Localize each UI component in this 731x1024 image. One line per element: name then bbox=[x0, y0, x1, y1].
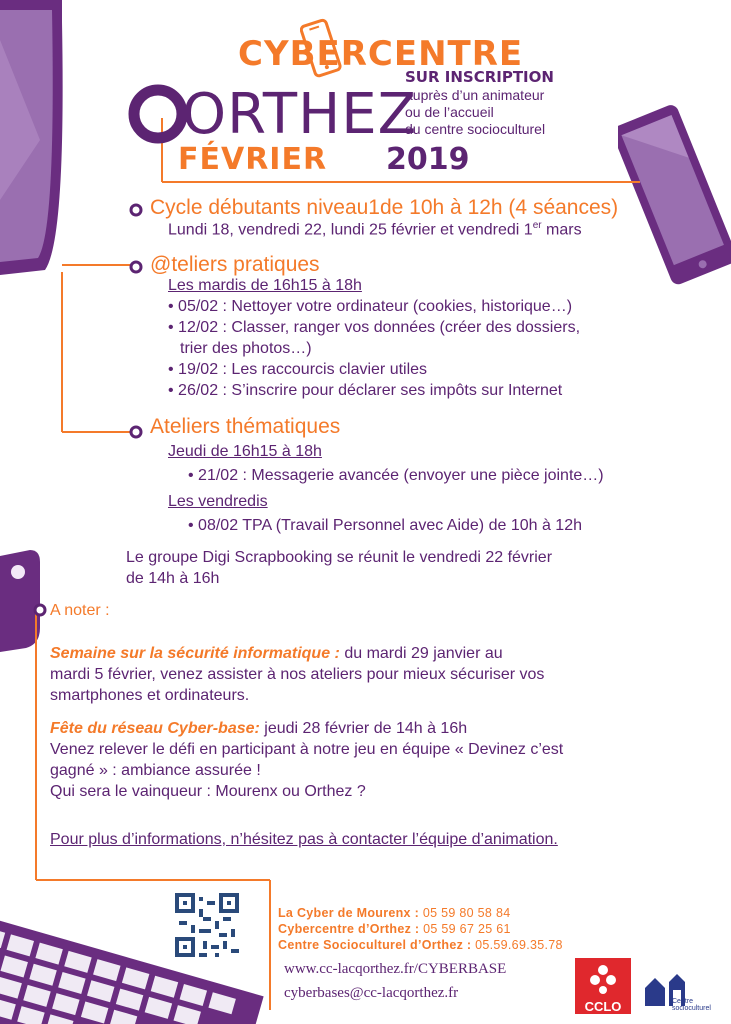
scrapbooking-text: de 14h à 16h bbox=[126, 570, 220, 587]
pratiques-schedule: Les mardis de 16h15 à 18h bbox=[168, 277, 362, 294]
year-title: 2019 bbox=[386, 142, 470, 177]
list-item: • 12/02 : Classer, ranger vos données (créer des dossiers, bbox=[168, 319, 581, 336]
cclo-side-label: Communauté de communes bbox=[571, 921, 577, 984]
notes-heading: A noter : bbox=[50, 602, 110, 619]
list-item: • 05/02 : Nettoyer votre ordinateur (cookies, historique…) bbox=[168, 298, 573, 315]
website-link[interactable]: www.cc-lacqorthez.fr/CYBERBASE bbox=[284, 961, 507, 977]
list-item: • 19/02 : Les raccourcis clavier utiles bbox=[168, 361, 428, 378]
list-item: • 21/02 : Messagerie avancée (envoyer une pièce jointe…) bbox=[188, 467, 604, 484]
inscription-line: du centre socioculturel bbox=[405, 121, 546, 137]
securite-line: smartphones et ordinateurs. bbox=[50, 687, 250, 704]
securite-line: mardi 5 février, venez assister à nos ateliers pour mieux sécuriser vos bbox=[50, 666, 545, 683]
qr-code-image bbox=[175, 893, 239, 957]
list-item: • 08/02 TPA (Travail Personnel avec Aide) de 10h à 12h bbox=[188, 517, 582, 534]
contact-mourenx: La Cyber de Mourenx : 05 59 80 58 84 bbox=[278, 906, 511, 920]
city-title: ORTHEZ bbox=[182, 82, 417, 147]
thematiques-title: Ateliers thématiques bbox=[150, 415, 341, 438]
orthez-o-logo bbox=[126, 82, 190, 146]
inscription-line: auprès d’un animateur bbox=[405, 87, 545, 103]
cybercentre-title: CYBERCENTRE bbox=[238, 34, 524, 74]
fete-line: Fête du réseau Cyber-base: jeudi 28 février de 14h à 16h bbox=[50, 720, 468, 737]
list-item: • 26/02 : S’inscrire pour déclarer ses impôts sur Internet bbox=[168, 382, 563, 399]
cclo-dots-icon bbox=[575, 958, 631, 998]
email-link[interactable]: cyberbases@cc-lacqorthez.fr bbox=[284, 985, 459, 1001]
thematiques-schedule: Les vendredis bbox=[168, 493, 268, 510]
inscription-title: SUR INSCRIPTION bbox=[405, 68, 554, 86]
info-link[interactable]: Pour plus d’informations, n’hésitez pas à contacter l’équipe d’animation. bbox=[50, 831, 558, 848]
inscription-line: ou de l’accueil bbox=[405, 104, 494, 120]
pratiques-title: @teliers pratiques bbox=[150, 253, 320, 276]
cclo-logo bbox=[571, 921, 631, 1014]
contact-centre: Centre Socioculturel d’Orthez : 05.59.69.35.78 bbox=[278, 938, 563, 952]
fete-line: Qui sera le vainqueur : Mourenx ou Orthez ? bbox=[50, 783, 366, 800]
securite-line: Semaine sur la sécurité informatique : du mardi 29 janvier au bbox=[50, 645, 503, 662]
fete-line: Venez relever le défi en participant à notre jeu en équipe « Devinez c’est bbox=[50, 741, 564, 758]
scrapbooking-text: Le groupe Digi Scrapbooking se réunit le vendredi 22 février bbox=[126, 549, 553, 566]
thematiques-schedule: Jeudi de 16h15 à 18h bbox=[168, 443, 322, 460]
debutants-dates: Lundi 18, vendredi 22, lundi 25 février et vendredi 1er mars bbox=[168, 220, 582, 239]
month-title: FÉVRIER bbox=[178, 142, 328, 177]
centre-socioculturel-label: Centre socioculturel bbox=[672, 998, 711, 1012]
cclo-label: CCLO bbox=[584, 999, 622, 1014]
fete-line: gagné » : ambiance assurée ! bbox=[50, 762, 261, 779]
contact-cybercentre: Cybercentre d’Orthez : 05 59 67 25 61 bbox=[278, 922, 511, 936]
debutants-title: Cycle débutants niveau1de 10h à 12h (4 séances) bbox=[150, 196, 619, 219]
list-item: trier des photos…) bbox=[180, 340, 312, 357]
